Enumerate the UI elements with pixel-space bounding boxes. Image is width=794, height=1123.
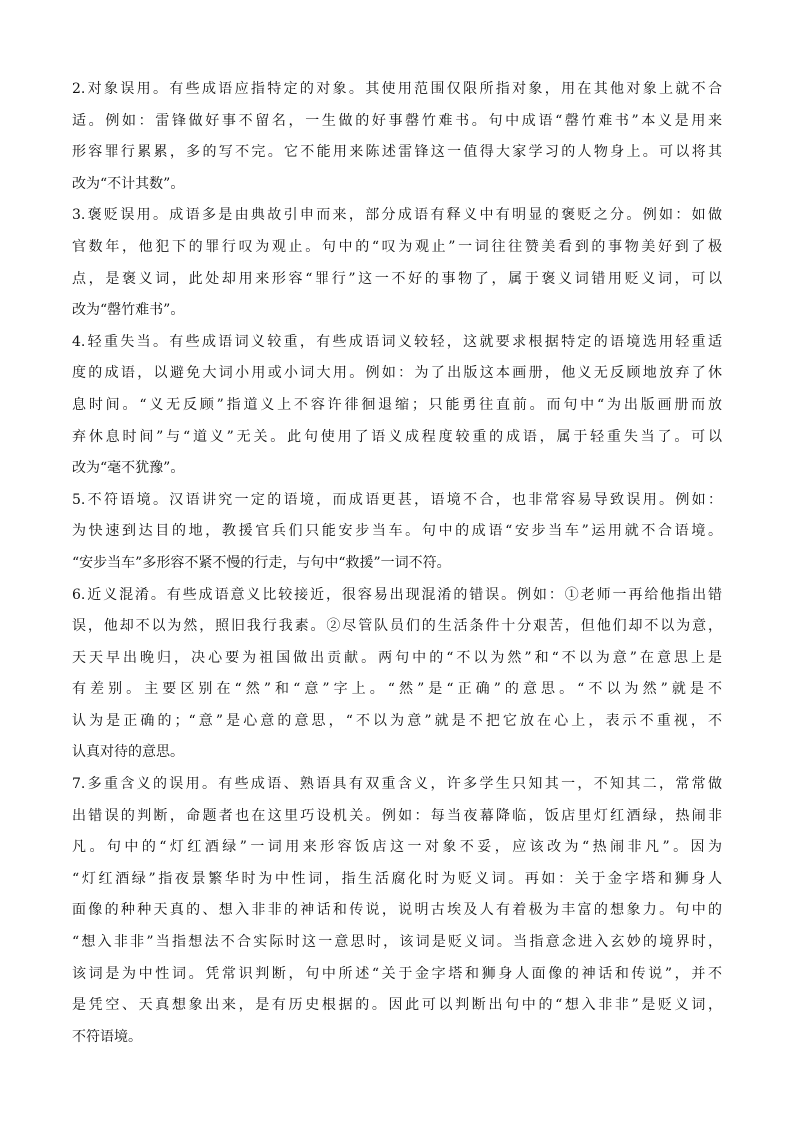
- section-connotation-misuse: [72, 200, 722, 326]
- paragraph-line: 凡。句中的“灯红酒绿”一词用来形容饭店这一对象不妥，应该改为“热闹非凡”。因为: [72, 839, 722, 856]
- section-weight-mismatch: [72, 327, 722, 485]
- paragraph-line: 出错误的判断，命题者也在这里巧设机关。例如：每当夜幕降临，饭店里灯红酒绿，热闹非: [72, 807, 722, 824]
- paragraph-line: 4.轻重失当。有些成语词义较重，有些成语词义较轻，这就要求根据特定的语境选用轻重适: [72, 333, 722, 350]
- paragraph-line: 7.多重含义的误用。有些成语、熟语具有双重含义，许多学生只知其一，不知其二，常常做: [72, 776, 722, 793]
- paragraph-line: 点，是褒义词，此处却用来形容“罪行”这一不好的事物了，属于褒义词错用贬义词，可以: [72, 270, 722, 287]
- paragraph-line: 5.不符语境。汉语讲究一定的语境，而成语更甚，语境不合，也非常容易导致误用。例如：: [72, 491, 722, 508]
- paragraph-line: 6.近义混淆。有些成语意义比较接近，很容易出现混淆的错误。例如：①老师一再给他指出错: [72, 586, 722, 603]
- section-synonym-confusion: [72, 580, 722, 770]
- paragraph-line: 认真对待的意思。: [72, 744, 184, 761]
- paragraph-line: 官数年，他犯下的罪行叹为观止。句中的“叹为观止”一词往往赞美看到的事物美好到了极: [72, 238, 722, 255]
- paragraph-line: 误，他却不以为然，照旧我行我素。②尽管队员们的生活条件十分艰苦，但他们却不以为意，: [72, 618, 722, 635]
- paragraph-line: 2.对象误用。有些成语应指特定的对象。其使用范围仅限所指对象，用在其他对象上就不合: [72, 81, 722, 97]
- paragraph-line: 度的成语，以避免大词小用或小词大用。例如：为了出版这本画册，他义无反顾地放弃了休: [72, 365, 722, 382]
- paragraph-line: 改为“罄竹难书”。: [72, 302, 185, 319]
- paragraph-line: “想入非非”当指想法不合实际时这一意思时，该词是贬义词。当指意念进入玄妙的境界时，: [72, 934, 722, 951]
- paragraph-line: 该词是为中性词。凭常识判断，句中所述“关于金字塔和狮身人面像的神话和传说”，并不: [72, 965, 722, 982]
- paragraph-line: 形容罪行累累，多的写不完。它不能用来陈述雷锋这一值得大家学习的人物身上。可以将其: [72, 144, 722, 161]
- paragraph-line: 天天早出晚归，决心要为祖国做出贡献。两句中的“不以为然”和“不以为意”在意思上是: [72, 649, 722, 666]
- paragraph-line: “灯红酒绿”指夜景繁华时为中性词，指生活腐化时为贬义词。再如：关于金字塔和狮身人: [72, 870, 722, 887]
- section-context-mismatch: [72, 485, 722, 580]
- paragraph-line: 有差别。主要区别在“然”和“意”字上。“然”是“正确”的意思。“不以为然”就是不: [72, 681, 722, 698]
- document-body: [72, 74, 722, 1053]
- section-multiple-meanings: [72, 769, 722, 1053]
- paragraph-line: 3.褒贬误用。成语多是由典故引申而来，部分成语有释义中有明显的褒贬之分。例如：如做: [72, 207, 722, 224]
- paragraph-line: 不符语境。: [72, 1028, 142, 1045]
- paragraph-line: 改为“不计其数”。: [72, 175, 185, 192]
- paragraph-line: 为快速到达目的地，教援官兵们只能安步当车。句中的成语“安步当车”运用就不合语境。: [72, 523, 722, 540]
- paragraph-line: 息时间。“义无反顾”指道义上不容许徘徊退缩；只能勇往直前。而句中“为出版画册而放: [72, 396, 722, 413]
- paragraph-line: 面像的种种天真的、想入非非的神话和传说，说明古埃及人有着极为丰富的想象力。句中的: [72, 902, 722, 919]
- paragraph-line: 认为是正确的；“意”是心意的意思，“不以为意”就是不把它放在心上，表示不重视，不: [72, 712, 722, 729]
- paragraph-line: 适。例如：雷锋做好事不留名，一生做的好事罄竹难书。句中成语“罄竹难书”本义是用来: [72, 112, 722, 129]
- paragraph-line: 是凭空、天真想象出来，是有历史根据的。因此可以判断出句中的“想入非非”是贬义词，: [72, 997, 722, 1014]
- paragraph-line: 改为“毫不犹豫”。: [72, 460, 185, 477]
- paragraph-line: “安步当车”多形容不紧不慢的行走，与句中“救援”一词不符。: [72, 554, 451, 571]
- paragraph-line: 弃休息时间”与“道义”无关。此句使用了语义成程度较重的成语，属于轻重失当了。可以: [72, 428, 722, 445]
- section-object-misuse: [72, 74, 722, 200]
